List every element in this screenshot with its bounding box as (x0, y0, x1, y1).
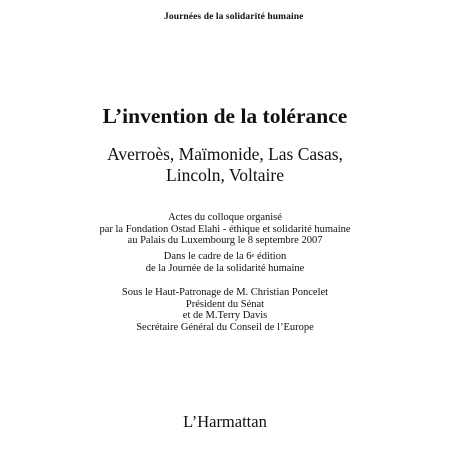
edition-superscript: e (251, 252, 255, 259)
edition-line-1 (0, 251, 450, 263)
subtitle-line-1: Averroès, Maïmonide, Las Casas, (107, 144, 343, 164)
book-title: L’invention de la tolérance (102, 104, 348, 128)
series-title: Journées de la solidarité humaine (164, 12, 304, 22)
edition-line-2: de la Journée de la solidarité humaine (145, 262, 305, 274)
publisher-name: L’Harmattan (183, 412, 267, 431)
book-subtitle (0, 144, 450, 186)
patronage-line-2: Président du Sénat (185, 298, 265, 310)
edition-line-1-suffix: édition (254, 251, 287, 262)
colloquium-block (0, 212, 450, 247)
edition-line-1-prefix: Dans le cadre de la 6 (163, 251, 252, 262)
colloquium-line-1: Actes du colloque organisé (168, 212, 282, 223)
patronage-line-4: Secrétaire Général du Conseil de l’Europe (136, 321, 314, 333)
edition-block (0, 251, 450, 274)
subtitle-line-2: Lincoln, Voltaire (166, 165, 284, 185)
colloquium-line-2: par la Fondation Ostad Elahi - éthique et solidarité humaine (99, 223, 351, 235)
colloquium-line-3: au Palais du Luxembourg le 8 septembre 2007 (127, 235, 323, 247)
patronage-line-1: Sous le Haut-Patronage de M. Christian Poncelet (121, 287, 329, 298)
patronage-block (0, 287, 450, 333)
patronage-line-3: et de M.Terry Davis (182, 310, 268, 322)
